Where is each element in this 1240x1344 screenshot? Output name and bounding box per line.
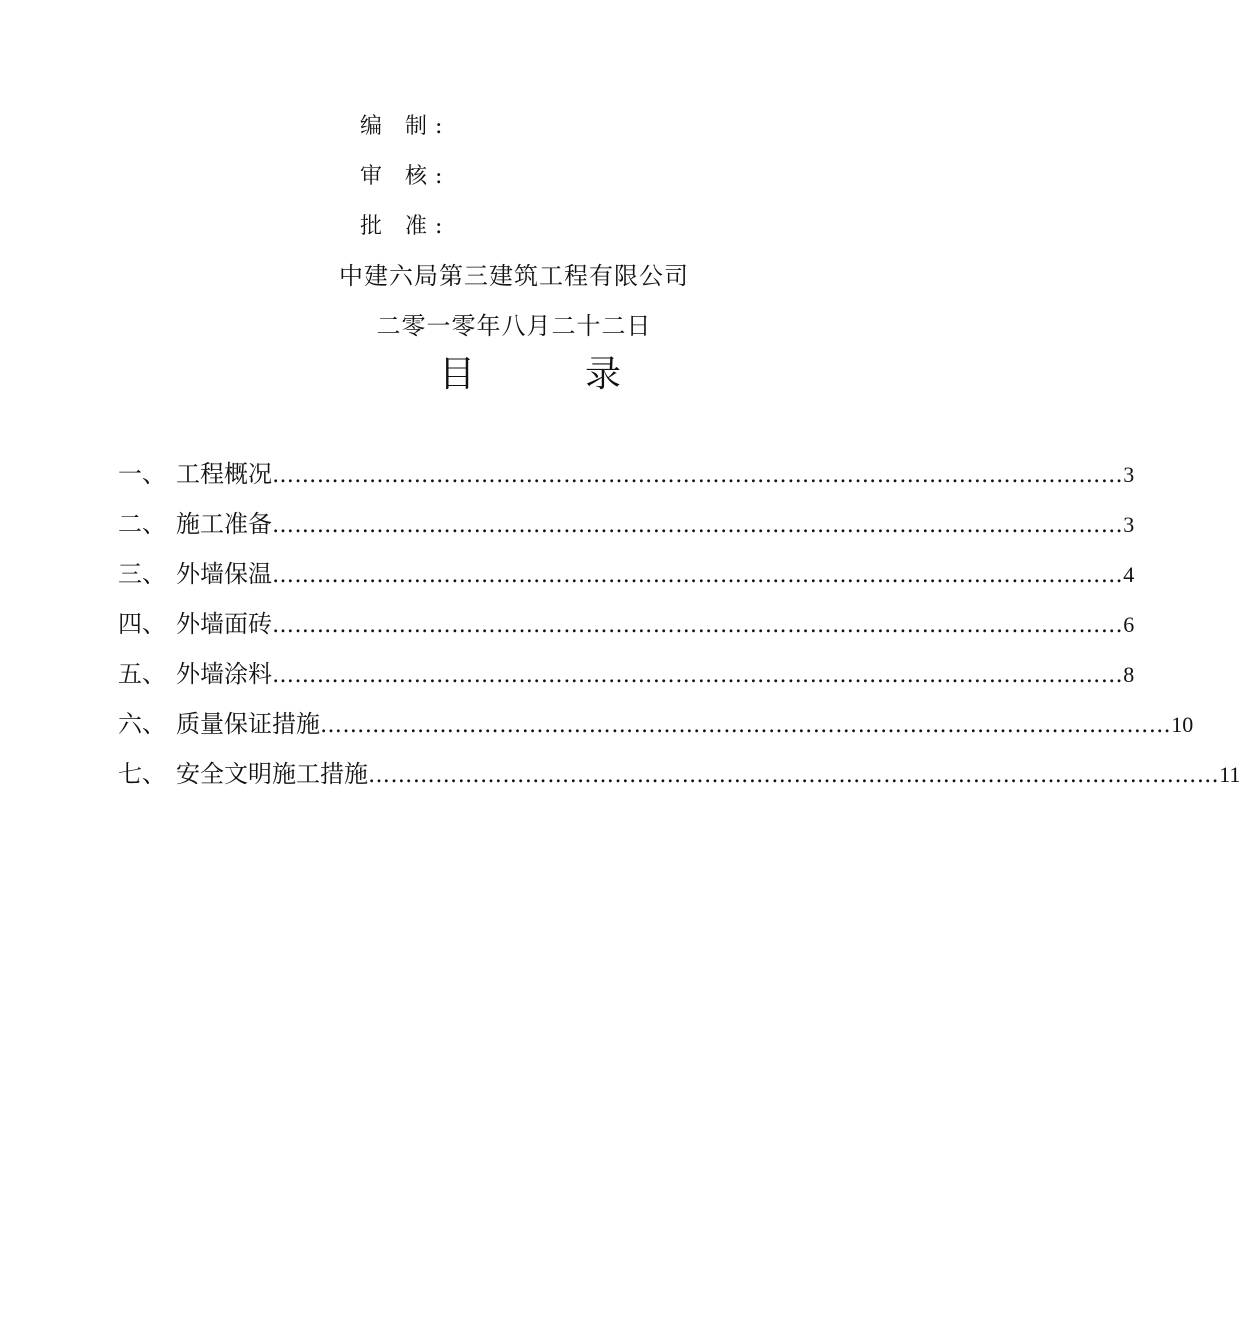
toc-title-part2: 录 — [585, 354, 622, 395]
toc-entry-label: 质量保证措施 — [176, 710, 320, 738]
toc-title — [0, 350, 1060, 400]
toc-entry-label: 工程概况 — [176, 460, 272, 488]
toc-entry-number: 五、 — [118, 660, 166, 688]
toc-entry-page: 10 — [1171, 712, 1194, 737]
toc-entry-page: 8 — [1123, 662, 1135, 687]
toc-entry[interactable] — [118, 458, 1135, 508]
toc-leader-dots: …………………………………………………………………………………………………… — [368, 763, 1220, 788]
toc-entry-number: 六、 — [118, 710, 166, 738]
prepared-by-colon: : — [435, 114, 443, 139]
toc-leader-dots: …………………………………………………………………………………………………… — [272, 663, 1124, 688]
toc-leader-dots: …………………………………………………………………………………………………… — [272, 463, 1124, 488]
document-date: 二零一零年八月二十二日 — [376, 312, 652, 340]
table-of-contents — [118, 458, 1240, 808]
toc-leader-dots: …………………………………………………………………………………………………… — [320, 713, 1172, 738]
toc-entry[interactable] — [118, 658, 1135, 708]
reviewed-by-label: 审 核 — [360, 164, 435, 189]
approved-by-colon: : — [435, 214, 443, 239]
toc-entry-page: 4 — [1123, 562, 1135, 587]
toc-entry-number: 四、 — [118, 610, 166, 638]
toc-entry-label: 外墙面砖 — [176, 610, 272, 638]
prepared-by-label: 编 制 — [360, 114, 435, 139]
toc-entry-page: 6 — [1123, 612, 1135, 637]
toc-entry-label: 外墙涂料 — [176, 660, 272, 688]
company-name: 中建六局第三建筑工程有限公司 — [339, 262, 689, 290]
toc-entry-page: 3 — [1123, 512, 1135, 537]
prepared-by-line — [360, 112, 442, 142]
toc-entry-number: 三、 — [118, 560, 166, 588]
toc-entry-page: 3 — [1123, 462, 1135, 487]
toc-entry-number: 二、 — [118, 510, 166, 538]
toc-entry[interactable] — [118, 758, 1240, 808]
toc-entry[interactable] — [118, 608, 1135, 658]
toc-entry[interactable] — [118, 508, 1135, 558]
toc-leader-dots: …………………………………………………………………………………………………… — [272, 613, 1124, 638]
toc-entry[interactable] — [118, 558, 1135, 608]
toc-title-part1: 目 — [438, 354, 475, 395]
toc-entry-label: 外墙保温 — [176, 560, 272, 588]
toc-entry-number: 七、 — [118, 760, 166, 788]
reviewed-by-colon: : — [435, 164, 443, 189]
toc-leader-dots: …………………………………………………………………………………………………… — [272, 513, 1124, 538]
approved-by-line — [360, 212, 442, 242]
toc-entry-number: 一、 — [118, 460, 166, 488]
toc-leader-dots: …………………………………………………………………………………………………… — [272, 563, 1124, 588]
toc-entry-label: 安全文明施工措施 — [176, 760, 368, 788]
toc-entry-page: 11 — [1219, 762, 1240, 787]
toc-entry[interactable] — [118, 708, 1194, 758]
approved-by-label: 批 准 — [360, 214, 435, 239]
toc-entry-label: 施工准备 — [176, 510, 272, 538]
reviewed-by-line — [360, 162, 442, 192]
